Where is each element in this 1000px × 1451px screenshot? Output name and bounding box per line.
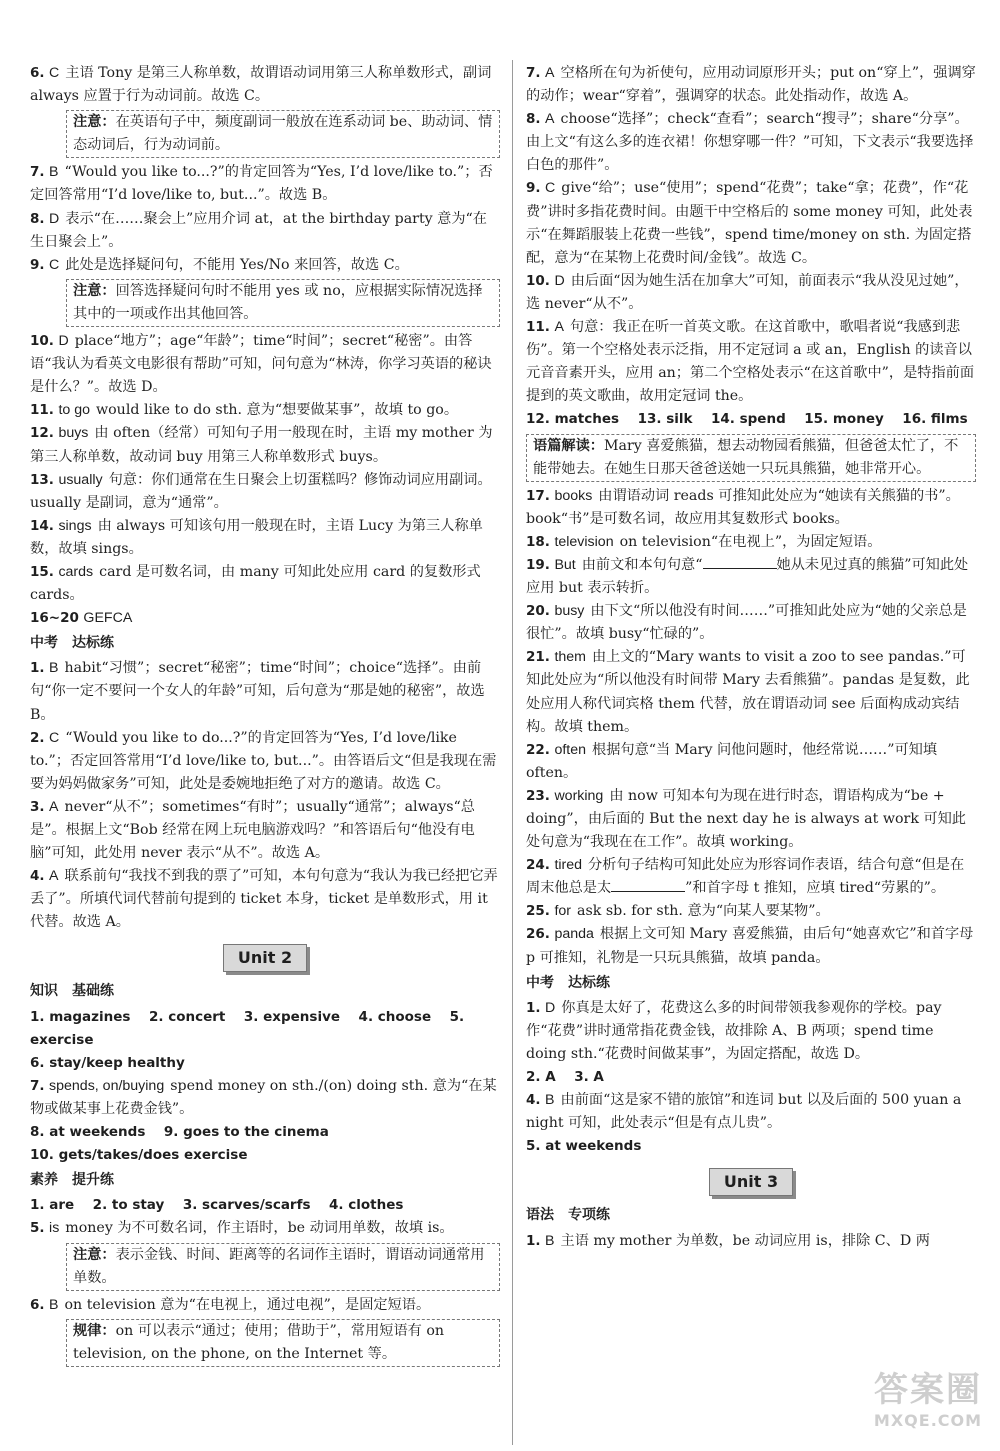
answer-item: 11. to go would like to do sth. 意为“想要做某事”，故填 to go。 bbox=[30, 402, 459, 419]
answer-item: 23. working 由 now 可知本句为现在进行时态，谓语构成为“be + doing”，由后面的 But the next day he is always at work 可知此处句意为“我现在在工作”。故填 working。 bbox=[526, 787, 966, 851]
section-heading: 素养 提升练 bbox=[30, 1172, 114, 1189]
section-heading: 中考 达标练 bbox=[30, 635, 114, 652]
note-box: 语篇解读：Mary 喜爱熊猫，想去动物园看熊猫，但爸爸太忙了，不能带她去。在她生日那天爸爸送她一只玩具熊猫，她非常开心。 bbox=[526, 434, 976, 482]
item-number: 6. bbox=[30, 65, 45, 81]
answer-row: 12. matches 13. silk 14. spend 15. money 16. films bbox=[526, 411, 968, 428]
answer-item: 15. cards card 是可数名词，由 many 可知此处应用 card 的复数形式 cards。 bbox=[30, 563, 481, 604]
answer-item: 16~20 GEFCA bbox=[30, 610, 133, 627]
item-explanation: 主语 Tony 是第三人称单数，故谓语动词用第三人称单数形式，副词 always 应置于行为动词前。故选 C。 bbox=[30, 65, 492, 105]
section-heading: 中考 达标练 bbox=[526, 974, 610, 991]
note-box: 注意：在英语句子中，频度副词一般放在连系动词 be、助动词、情态动词后，行为动词前。 bbox=[66, 110, 500, 158]
answer-row: 8. at weekends 9. goes to the cinema bbox=[30, 1124, 329, 1141]
left-column bbox=[30, 62, 500, 1370]
answer-item: 1. D 你真是太好了，花费这么多的时间带领我参观你的学校。pay 作“花费”讲时通常指花费金钱，故排除 A、B 两项；spend time doing sth.“花费时间做某事”，为固定搭配，故选 D。 bbox=[526, 999, 942, 1062]
answer-item: 4. B 由前面“这是家不错的旅馆”和连词 but 以及后面的 500 yuan a night 可知，此处表示“但是有点儿贵”。 bbox=[526, 1092, 962, 1132]
answer-row: 6. stay/keep healthy bbox=[30, 1054, 185, 1071]
answer-item: 10. D place“地方”；age“年龄”；time“时间”；secret“秘密”。由答语“我认为看英文电影很有帮助”可知，问句意为“林涛，你学习英语的秘诀是什么？”。故选 D。 bbox=[30, 333, 492, 396]
answer-item: 9. C give“给”；use“使用”；spend“花费”；take“拿；花费”，作“花费”讲时多指花费时间。由题干中空格后的 some money 可知，此处表示“在舞蹈服装上花费一些钱”，spend time/money on sth. 为固定搭配，意为“在某物上花费时间/金钱”。故选 C。 bbox=[526, 180, 973, 266]
answer-item: 14. sings 由 always 可知该句用一般现在时，主语 Lucy 为第三人称单数，故填 sings。 bbox=[30, 517, 483, 557]
answer-item: 4. A 联系前句“我找不到我的票了”可知，本句句意为“我认为我已经把它弄丢了”。所填代词代替前句提到的 ticket 本身，ticket 是单数形式，用 it 代替。故选 A。 bbox=[30, 868, 498, 931]
answer-item: 1. B 主语 my mother 为单数，be 动词应用 is，排除 C、D 两 bbox=[526, 1232, 930, 1249]
answer-item: 1. B habit“习惯”；secret“秘密”；time“时间”；choice“选择”。由前句“你一定不要问一个女人的年龄”可知，后句意为“那是她的秘密”，故选 B。 bbox=[30, 660, 485, 723]
answer-item: 2. C “Would you like to do...?”的肯定回答为“Yes, I’d love/like to.”；否定回答常用“I’d love/like to, but...”。由答语后文“但是我现在需要为妈妈做家务”可知，此处是委婉地拒绝了对方的邀请。故选 C。 bbox=[30, 729, 497, 792]
answer-item: 26. panda 根据上文可知 Mary 喜爱熊猫，由后句“她喜欢它”和首字母 p 可推知，礼物是一只玩具熊猫，故填 panda。 bbox=[526, 926, 974, 966]
fill-blank bbox=[703, 554, 777, 569]
section-heading: 知识 基础练 bbox=[30, 983, 114, 1000]
watermark-logo: 答案圈 MXQE.COM bbox=[873, 1370, 983, 1430]
answer-item: 22. often 根据句意“当 Mary 问他问题时，他经常说……”可知填 often。 bbox=[526, 741, 938, 781]
item-answer: C bbox=[49, 65, 60, 81]
note-box: 注意：表示金钱、时间、距离等的名词作主语时，谓语动词通常用单数。 bbox=[66, 1243, 500, 1291]
answer-item: 3. A never“从不”；sometimes“有时”；usually“通常”；always“总是”。根据上文“Bob 经常在网上玩电脑游戏吗？”和答语后句“他没有电脑”可知，此处用 never 表示“从不”。故选 A。 bbox=[30, 798, 475, 862]
answer-item bbox=[30, 62, 500, 108]
section-heading: 语法 专项练 bbox=[526, 1207, 610, 1224]
answer-item: 5. is money 为不可数名词，作主语时，be 动词用单数，故填 is。 bbox=[30, 1220, 454, 1237]
answer-item: 19. But 由前文和本句句意“ 她从未见过真的熊猫”可知此处应用 but 表示转折。 bbox=[526, 554, 976, 600]
unit-heading: Unit 3 bbox=[709, 1168, 793, 1196]
unit-heading: Unit 2 bbox=[223, 944, 307, 972]
answer-item: 6. B on television 意为“在电视上，通过电视”，是固定短语。 bbox=[30, 1296, 431, 1313]
answer-item: 9. C 此处是选择疑问句，不能用 Yes/No 来回答，故选 C。 bbox=[30, 256, 409, 273]
answer-item: 12. buys 由 often（经常）可知句子用一般现在时，主语 my mother 为第三人称单数，故动词 buy 用第三人称单数形式 buys。 bbox=[30, 425, 493, 465]
answer-item: 13. usually 句意：你们通常在生日聚会上切蛋糕吗？修饰动词应用副词。usually 是副词，意为“通常”。 bbox=[30, 471, 492, 511]
answer-item: 24. tired 分析句子结构可知此处应为形容词作表语，结合句意“但是在周末他总是太 ”和首字母 t 推知，应填 tired“劳累的”。 bbox=[526, 857, 965, 897]
column-divider bbox=[512, 60, 513, 1445]
answer-item: 21. them 由上文的“Mary wants to visit a zoo to see pandas.”可知此处应为“所以他没有时间带 Mary 去看熊猫”。pandas 是复数，此处应用人称代词宾格 them 代替，放在谓语动词 see 后面构成动宾结构。故填 them。 bbox=[526, 649, 970, 735]
fill-blank bbox=[611, 877, 685, 892]
answer-item: 11. A 句意：我正在听一首英文歌。在这首歌中，歌唱者说“我感到悲伤”。第一个空格处表示泛指，用不定冠词 a 或 an，English 的读音以元音音素开头，应用 an；第二个空格处表示“在这首歌中”，是特指前面提到的英文歌曲，故用定冠词 the。 bbox=[526, 319, 975, 405]
answer-item: 8. A choose“选择”；check“查看”；search“搜寻”；share“分享”。由上文“有这么多的连衣裙！你想穿哪一件？”可知，下文表示“我要选择白色的那件”。 bbox=[526, 111, 974, 174]
answer-item: 10. D 由后面“因为她生活在加拿大”可知，前面表示“我从没见过她”，选 never“从不”。 bbox=[526, 272, 969, 312]
answer-row: 5. at weekends bbox=[526, 1138, 642, 1155]
answer-item: 20. busy 由下文“所以他没有时间……”可推知此处应为“她的父亲总是很忙”。故填 busy“忙碌的”。 bbox=[526, 603, 967, 643]
answer-item: 17. books 由谓语动词 reads 可推知此处应为“她读有关熊猫的书”。book“书”是可数名词，故应用其复数形式 books。 bbox=[526, 487, 960, 527]
note-box: 规律：on 可以表示“通过；使用；借助于”，常用短语有 on television, on the phone, on the Internet 等。 bbox=[66, 1319, 500, 1367]
answer-item: 7. spends, on/buying spend money on sth./(on) doing sth. 意为“在某物或做某事上花费金钱”。 bbox=[30, 1077, 497, 1117]
answer-item: 8. D 表示“在……聚会上”应用介词 at，at the birthday party 意为“在生日聚会上”。 bbox=[30, 210, 487, 250]
answer-row: 2. A 3. A bbox=[526, 1069, 604, 1086]
answer-item: 25. for ask sb. for sth. 意为“向某人要某物”。 bbox=[526, 903, 830, 920]
answer-item: 7. A 空格所在句为祈使句，应用动词原形开头；put on“穿上”，强调穿的动作；wear“穿着”，强调穿的状态。此处指动作，故选 A。 bbox=[526, 65, 976, 105]
answer-item: 18. television on television“在电视上”，为固定短语。 bbox=[526, 533, 882, 550]
answer-row: 10. gets/takes/does exercise bbox=[30, 1147, 248, 1164]
answer-row: 1. are 2. to stay 3. scarves/scarfs 4. clothes bbox=[30, 1197, 404, 1214]
right-column bbox=[526, 62, 976, 1253]
answer-item: 7. B “Would you like to...?”的肯定回答为“Yes, I’d love/like to.”；否定回答常用“I’d love/like to, but...”。故选 B。 bbox=[30, 164, 493, 204]
note-box: 注意：回答选择疑问句时不能用 yes 或 no，应根据实际情况选择其中的一项或作出其他回答。 bbox=[66, 279, 500, 327]
answer-row: 1. magazines 2. concert 3. expensive 4. choose 5. exercise bbox=[30, 1008, 465, 1048]
